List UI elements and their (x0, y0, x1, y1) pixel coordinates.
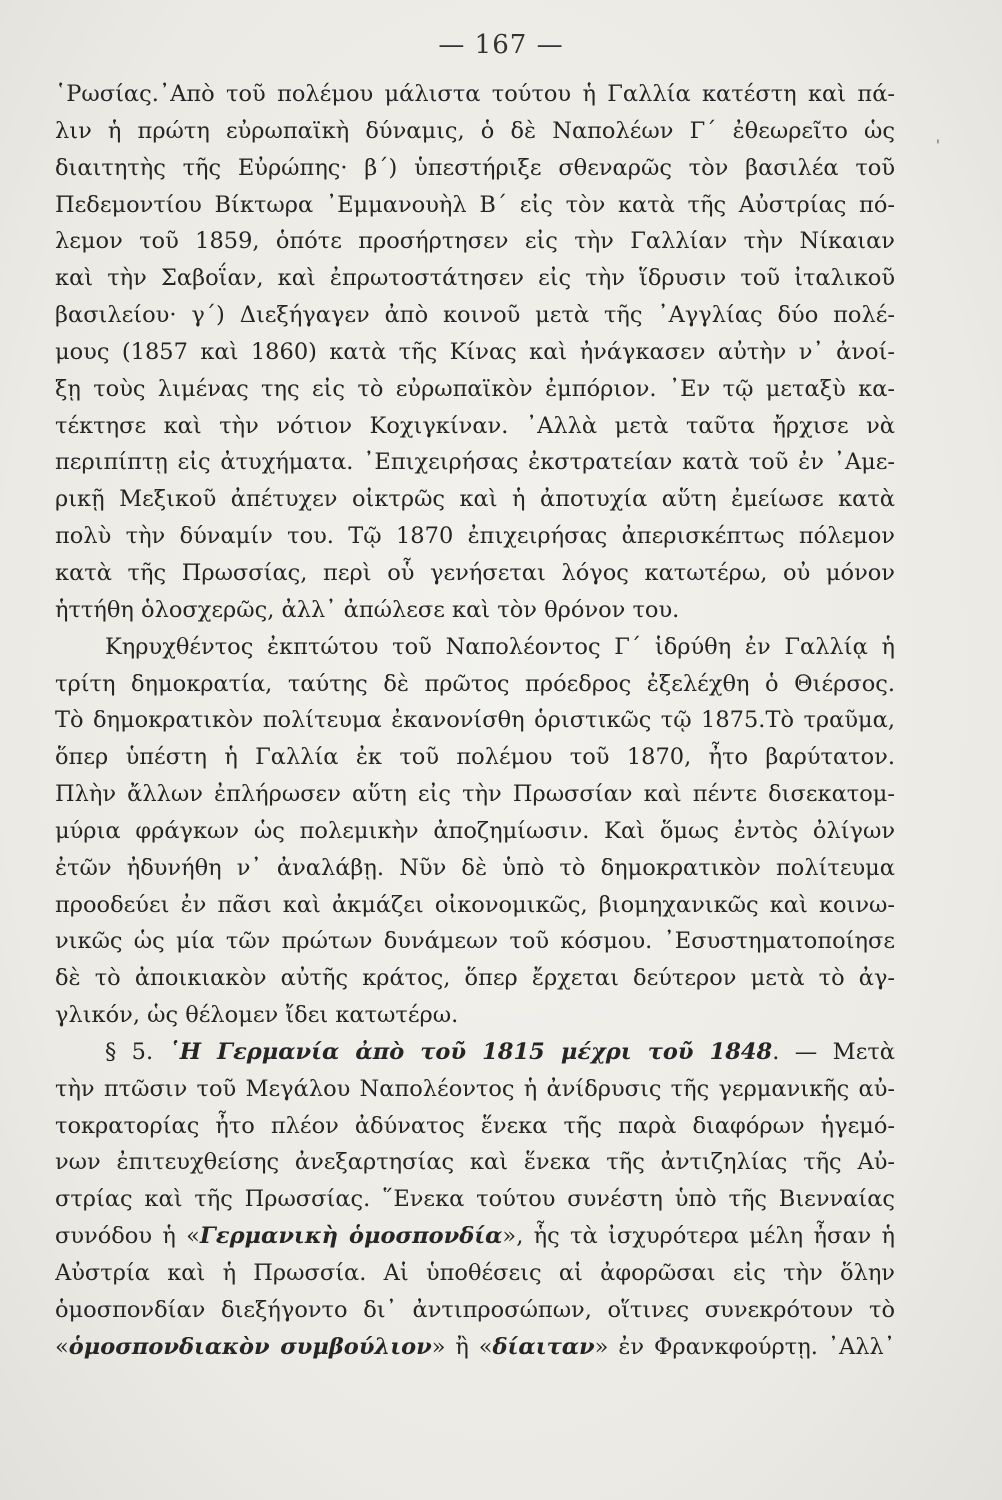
text-line: στρίας καὶ τῆς Πρωσσίας. ῞Ενεκα τούτου συνέστη ὑπὸ τῆς Βιενναίας (55, 1186, 895, 1213)
text-line: δὲ τὸ ἀποικιακὸν αὐτῆς κράτος, ὅπερ ἔρχεται δεύτερον μετὰ τὸ ἀγ- (55, 965, 895, 992)
text-line: ἐτῶν ἠδυνήθη ν᾿ ἀναλάβῃ. Νῦν δὲ ὑπὸ τὸ δημοκρατικὸν πολίτευμα (55, 854, 895, 881)
emphasized-term: ὁμοσπονδιακὸν συμβούλιον (68, 1333, 432, 1360)
text-line: περιπίπτῃ εἰς ἀτυχήματα. ᾿Επιχειρήσας ἐκστρατείαν κατὰ τοῦ ἐν ᾿Αμε- (55, 449, 895, 476)
emphasized-term: ῾Η Γερμανία ἀπὸ τοῦ 1815 μέχρι τοῦ 1848 (168, 1038, 773, 1065)
text-line: ρικῇ Μεξικοῦ ἀπέτυχεν οἰκτρῶς καὶ ἡ ἀποτυχία αὕτη ἐμείωσε κατὰ (55, 486, 895, 513)
text-line: βασιλείου· γ΄) Διεξήγαγεν ἀπὸ κοινοῦ μετὰ τῆς ᾿Αγγλίας δύο πολέ- (55, 302, 895, 329)
text-line: κατὰ τῆς Πρωσσίας, περὶ οὗ γενήσεται λόγος κατωτέρω, οὐ μόνον (55, 559, 895, 586)
text-segment: », ἧς τὰ ἰσχυρότερα μέλη ἦσαν ἡ (502, 1223, 895, 1250)
text-segment: « (55, 1333, 69, 1360)
text-line: ὅπερ ὑπέστη ἡ Γαλλία ἐκ τοῦ πολέμου τοῦ 1870, ἦτο βαρύτατον. (55, 744, 895, 771)
text-segment: » ἐν Φρανκφούρτῃ. ᾿Αλλ᾿ (594, 1333, 895, 1360)
body-text (55, 76, 895, 1366)
text-segment: » ἢ « (431, 1333, 493, 1360)
text-line (55, 1034, 895, 1071)
text-line: Πλὴν ἄλλων ἐπλήρωσεν αὕτη εἰς τὴν Πρωσσίαν καὶ πέντε δισεκατομ- (55, 781, 895, 808)
text-line: ὁμοσπονδίαν διεξήγοντο δι᾿ ἀντιπροσώπων, οἵτινες συνεκρότουν τὸ (55, 1296, 895, 1323)
emphasized-term: Γερμανικὴ ὁμοσπονδία (199, 1223, 503, 1250)
text-line: λεμον τοῦ 1859, ὁπότε προσήρτησεν εἰς τὴν Γαλλίαν τὴν Νίκαιαν (55, 228, 895, 255)
margin-mark: ' (936, 138, 940, 154)
text-line: μους (1857 καὶ 1860) κατὰ τῆς Κίνας καὶ ἠνάγκασεν αὐτὴν ν᾿ ἀνοί- (55, 338, 895, 365)
text-line: μύρια φράγκων ὡς πολεμικὴν ἀποζημίωσιν. Καὶ ὅμως ἐντὸς ὀλίγων (55, 817, 895, 844)
text-line: ἡττήθη ὁλοσχερῶς, ἀλλ᾿ ἀπώλεσε καὶ τὸν θρόνον του. (55, 596, 680, 623)
text-line: τέκτησε καὶ τὴν νότιον Κοχιγκίναν. ᾿Αλλὰ μετὰ ταῦτα ἤρχισε νὰ (55, 412, 895, 439)
page-number: — 167 — (438, 30, 564, 60)
text-line: νικῶς ὡς μία τῶν πρώτων δυνάμεων τοῦ κόσμου. ᾿Εσυστηματοποίησε (55, 928, 895, 955)
text-line: Πεδεμοντίου Βίκτωρα ᾿Εμμανουὴλ Β΄ εἰς τὸν κατὰ τῆς Αὐστρίας πό- (55, 191, 895, 218)
emphasized-term: δίαιταν (492, 1333, 595, 1360)
text-line: Τὸ δημοκρατικὸν πολίτευμα ἐκανονίσθη ὁριστικῶς τῷ 1875.Τὸ τραῦμα, (55, 707, 895, 734)
text-line: γλικόν, ὡς θέλομεν ἴδει κατωτέρω. (55, 1002, 459, 1029)
text-segment: . — Μετὰ (772, 1038, 895, 1065)
text-line (55, 1218, 895, 1255)
text-line: πολὺ τὴν δύναμίν του. Τῷ 1870 ἐπιχειρήσας ἀπερισκέπτως πόλεμον (55, 523, 895, 550)
text-line (55, 1329, 895, 1366)
text-line: ῾Ρωσίας.᾿Απὸ τοῦ πολέμου μάλιστα τούτου ἡ Γαλλία κατέστη καὶ πά- (55, 81, 895, 107)
text-segment: συνόδου ἡ « (55, 1223, 200, 1250)
text-line: νων ἐπιτευχθείσης ἀνεξαρτησίας καὶ ἕνεκα τῆς ἀντιζηλίας τῆς Αὐ- (55, 1149, 895, 1176)
text-line: τοκρατορίας ἦτο πλέον ἀδύνατος ἕνεκα τῆς παρὰ διαφόρων ἡγεμό- (55, 1112, 895, 1139)
text-line: Αὐστρία καὶ ἡ Πρωσσία. Αἱ ὑποθέσεις αἱ ἀφορῶσαι εἰς τὴν ὅλην (55, 1260, 895, 1286)
text-segment: § 5. (105, 1038, 169, 1065)
text-line: διαιτητὴς τῆς Εὐρώπης· β΄) ὑπεστήριξε σθεναρῶς τὸν βασιλέα τοῦ (55, 154, 895, 181)
text-line: τρίτη δημοκρατία, ταύτης δὲ πρῶτος πρόεδρος ἐξελέχθη ὁ Θιέρσος. (55, 670, 895, 697)
text-line: λιν ἡ πρώτη εὐρωπαϊκὴ δύναμις, ὁ δὲ Ναπολέων Γ΄ ἐθεωρεῖτο ὡς (55, 117, 895, 144)
text-line: τὴν πτῶσιν τοῦ Μεγάλου Ναπολέοντος ἡ ἀνίδρυσις τῆς γερμανικῆς αὐ- (55, 1075, 895, 1102)
text-line: Κηρυχθέντος ἐκπτώτου τοῦ Ναπολέοντος Γ΄ ἱδρύθη ἐν Γαλλίᾳ ἡ (105, 633, 895, 660)
text-line: καὶ τὴν Σαβοΐαν, καὶ ἐπρωτοστάτησεν εἰς τὴν ἵδρυσιν τοῦ ἰταλικοῦ (55, 265, 895, 292)
text-line: ξῃ τοὺς λιμένας της εἰς τὸ εὐρωπαϊκὸν ἐμπόριον. ᾿Εν τῷ μεταξὺ κα- (55, 375, 895, 402)
text-line: προοδεύει ἐν πᾶσι καὶ ἀκμάζει οἰκονομικῶς, βιομηχανικῶς καὶ κοινω- (55, 891, 895, 918)
